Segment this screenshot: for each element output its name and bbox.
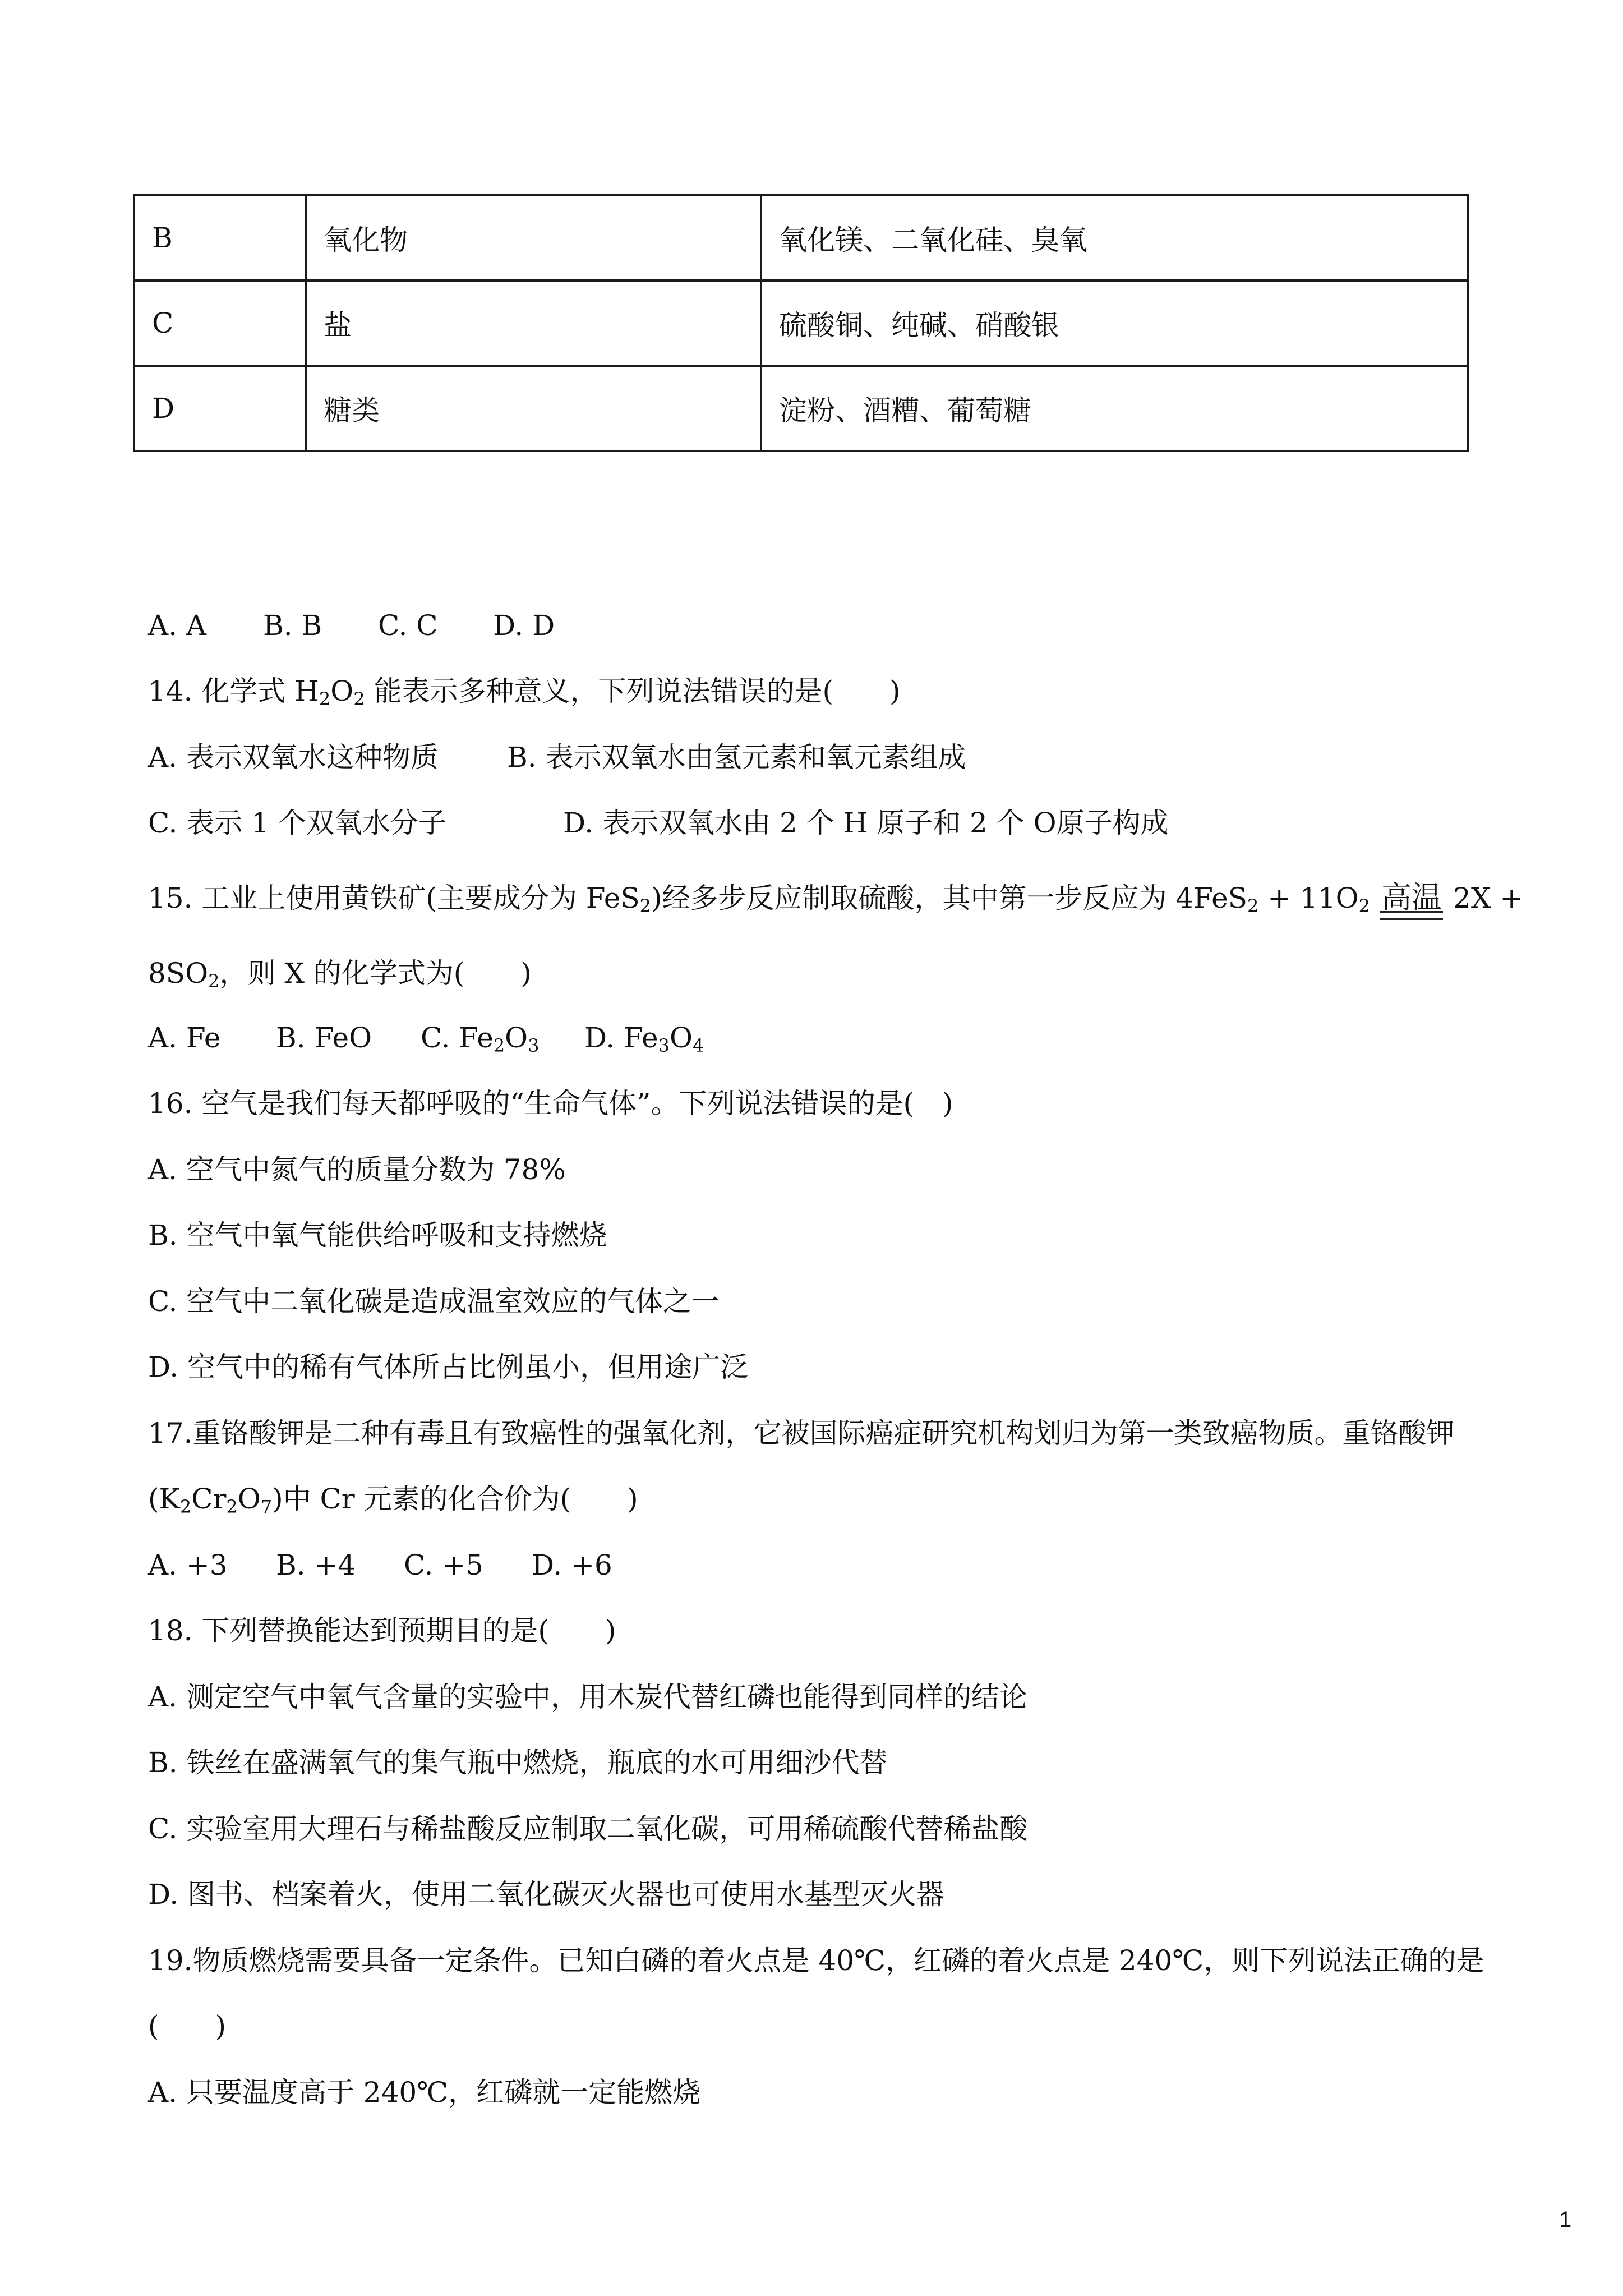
subscript: 2 xyxy=(319,688,331,710)
q15-option-text: O xyxy=(670,1022,693,1054)
subscript: 2 xyxy=(208,970,220,992)
q15-stem-text: )经多步反应制取硫酸，其中第一步反应为 4FeS xyxy=(651,882,1247,914)
q16-option-a: A. 空气中氮气的质量分数为 78% xyxy=(148,1153,566,1186)
q16-option-c: C. 空气中二氧化碳是造成温室效应的气体之一 xyxy=(148,1285,720,1318)
q15-option-text: C. Fe xyxy=(421,1022,494,1054)
subscript: 2 xyxy=(639,895,651,917)
table-cell-key: C xyxy=(134,280,306,366)
q17-options xyxy=(148,1548,612,1582)
table-cell-examples: 硫酸铜、纯碱、硝酸银 xyxy=(761,280,1468,366)
q18-option-d: D. 图书、档案着火，使用二氧化碳灭火器也可使用水基型灭火器 xyxy=(148,1878,945,1911)
q14-stem xyxy=(148,674,901,708)
q15-option-a: A. Fe xyxy=(148,1022,221,1054)
table-row xyxy=(134,366,1468,451)
q14-option-d: D. 表示双氧水由 2 个 H 原子和 2 个 O原子构成 xyxy=(563,807,1169,839)
q14-option-b: B. 表示双氧水由氢元素和氧元素组成 xyxy=(507,741,966,774)
subscript: 7 xyxy=(260,1496,273,1517)
subscript: 2 xyxy=(1358,895,1371,917)
subscript: 4 xyxy=(693,1035,704,1056)
q18-stem: 18. 下列替换能达到预期目的是( ) xyxy=(148,1614,616,1647)
subscript: 2 xyxy=(1247,895,1259,917)
q13-option-d: D. D xyxy=(493,609,555,642)
q15-option-c xyxy=(421,1021,584,1055)
q15-option-text: O xyxy=(505,1022,528,1054)
q17-stem-text: (K xyxy=(148,1483,180,1515)
q17-stem-text: )中 Cr 元素的化合价为( ) xyxy=(272,1483,638,1515)
q14-stem-text: 14. 化学式 H xyxy=(148,675,319,707)
q17-option-b: B. +4 xyxy=(276,1549,356,1581)
q15-option-b: B. FeO xyxy=(276,1022,372,1054)
q19-stem-line2: ( ) xyxy=(148,2010,227,2042)
table-cell-category: 糖类 xyxy=(306,366,761,451)
table-cell-category: 盐 xyxy=(306,280,761,366)
table-cell-key: D xyxy=(134,366,306,451)
q19-stem-line1: 19.物质燃烧需要具备一定条件。已知白磷的着火点是 40℃，红磷的着火点是 240℃，则下列说法正确的是 xyxy=(148,1944,1484,1977)
q15-stem-text: 15. 工业上使用黄铁矿(主要成分为 FeS xyxy=(148,882,640,914)
subscript: 3 xyxy=(528,1035,540,1056)
q15-stem-text: ，则 X 的化学式为( ) xyxy=(219,957,532,990)
subscript: 2 xyxy=(226,1496,238,1517)
q16-option-b: B. 空气中氧气能供给呼吸和支持燃烧 xyxy=(148,1219,607,1251)
q14-stem-text: 能表示多种意义，下列说法错误的是( ) xyxy=(365,675,901,707)
subscript: 2 xyxy=(493,1035,505,1056)
q15-stem-line2 xyxy=(148,956,532,990)
q14-options-ab xyxy=(148,740,966,774)
q14-option-c: C. 表示 1 个双氧水分子 xyxy=(148,807,446,839)
subscript: 2 xyxy=(179,1496,192,1517)
q17-option-c: C. +5 xyxy=(404,1549,483,1581)
q18-option-b: B. 铁丝在盛满氧气的集气瓶中燃烧，瓶底的水可用细沙代替 xyxy=(148,1746,888,1779)
q13-options xyxy=(148,609,555,642)
q17-stem-text: Cr xyxy=(191,1483,227,1515)
q15-options xyxy=(148,1021,704,1055)
table-row xyxy=(134,280,1468,366)
page-number: 1 xyxy=(1559,2207,1572,2232)
q15-stem-text: 2X + xyxy=(1453,882,1524,914)
table-row xyxy=(134,195,1468,280)
q14-stem-text: O xyxy=(330,675,354,707)
table-cell-key: B xyxy=(134,195,306,280)
subscript: 2 xyxy=(353,688,365,710)
q15-stem-text: 8SO xyxy=(148,957,209,990)
table-cell-examples: 淀粉、酒糟、葡萄糖 xyxy=(761,366,1468,451)
classification-table xyxy=(133,194,1469,452)
q13-option-c: C. C xyxy=(378,609,438,642)
reaction-condition: 高温 xyxy=(1378,881,1445,914)
q18-option-a: A. 测定空气中氧气含量的实验中，用木炭代替红磷也能得到同样的结论 xyxy=(148,1681,1027,1713)
q17-stem-line2 xyxy=(148,1482,638,1516)
q13-option-a: A. A xyxy=(148,609,207,642)
q14-option-a: A. 表示双氧水这种物质 xyxy=(148,741,439,774)
q17-stem-line1: 17.重铬酸钾是二种有毒且有致癌性的强氧化剂，它被国际癌症研究机构划归为第一类致癌物质。重铬酸钾 xyxy=(148,1417,1455,1450)
q19-option-a: A. 只要温度高于 240℃，红磷就一定能燃烧 xyxy=(148,2076,701,2109)
q17-stem-text: O xyxy=(237,1483,261,1515)
q15-stem-line1 xyxy=(148,881,1523,915)
table-cell-examples: 氧化镁、二氧化硅、臭氧 xyxy=(761,195,1468,280)
q16-option-d: D. 空气中的稀有气体所占比例虽小，但用途广泛 xyxy=(148,1351,749,1383)
q16-stem: 16. 空气是我们每天都呼吸的“生命气体”。下列说法错误的是( ) xyxy=(148,1087,953,1120)
q17-option-a: A. +3 xyxy=(148,1549,228,1581)
q15-option-d xyxy=(584,1022,704,1054)
q17-option-d: D. +6 xyxy=(532,1549,612,1581)
table-cell-category: 氧化物 xyxy=(306,195,761,280)
q13-option-b: B. B xyxy=(263,609,322,642)
q15-option-text: D. Fe xyxy=(584,1022,658,1054)
q15-stem-text: + 11O xyxy=(1258,882,1359,914)
subscript: 3 xyxy=(658,1035,670,1056)
q14-options-cd xyxy=(148,806,1169,840)
q18-option-c: C. 实验室用大理石与稀盐酸反应制取二氧化碳，可用稀硫酸代替稀盐酸 xyxy=(148,1812,1028,1845)
